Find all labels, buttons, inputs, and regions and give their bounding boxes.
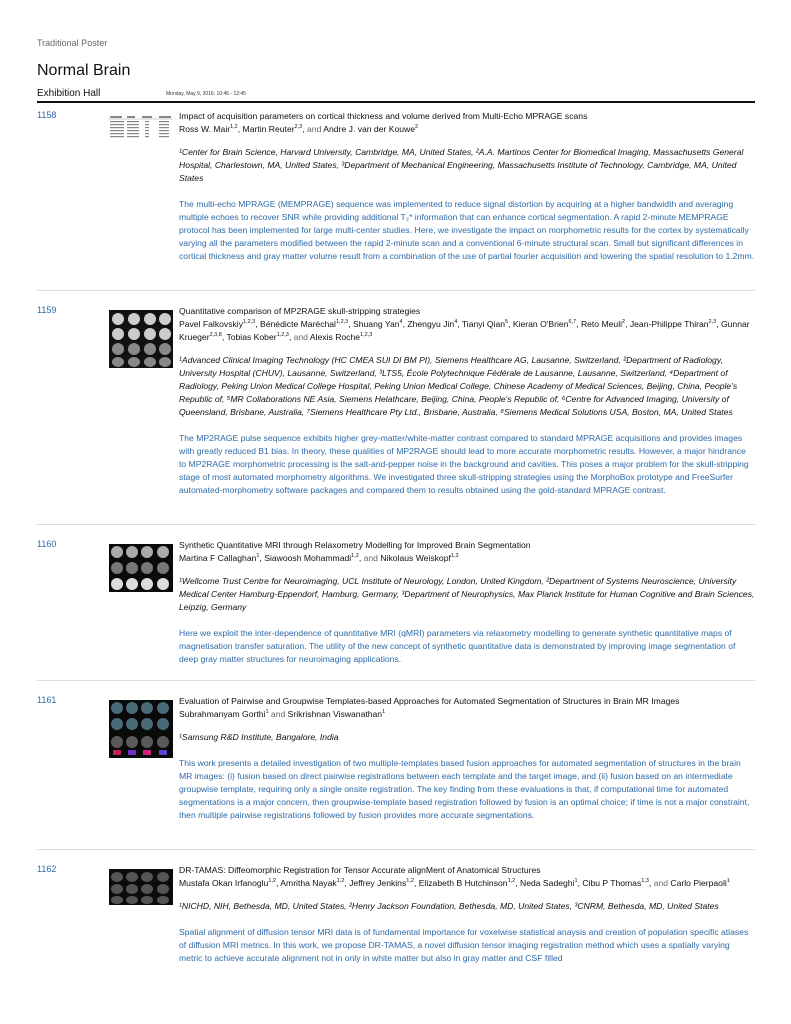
entry-number-link[interactable]: 1161 (37, 695, 57, 705)
abstract-title[interactable]: Synthetic Quantitative MRI through Relaxometry Modelling for Improved Brain Segmentation (179, 540, 531, 550)
abstract-title[interactable]: Evaluation of Pairwise and Groupwise Templates-based Approaches for Automated Segmentation of Structures in Brain MR Images (179, 696, 680, 706)
entry-1162 (37, 864, 755, 1024)
abstract-text: Here we exploit the inter-dependence of quantitative MRI (qMRI) parameters via relaxometry modelling to generate synthetic quantitative maps of magnetisation transfer saturation. The utility of the new concept of synthetic quantitative data is demonstrated by improving image segmentation of deep gray matter structures for neuroimaging applications. (179, 628, 736, 664)
abstract-text: This work presents a detailed investigation of two multiple-templates based fusion approaches for automated segmentation of structures in the brain MR images: (i) fusion based on direct pairwise registrations between each template and the target image, and (ii) fusion based on an intermediate groupwise template, requiring only a single onsite registration. The key finding from these evaluations is that, if computational time for automated segmentations is a major concern, then groupwise-template based registration followed by fusion is an optimal choice; if time is not a major constraint, then multiple pairwise registrations followed by fusion provides more accurate segmentations. (179, 758, 750, 820)
affiliations: ¹Center for Brain Science, Harvard University, Cambridge, MA, United States, ²A.A. Martinos Center for Biomedical Imaging, Massachusetts General Hospital, Charlestown, MA, United States, ³Department of Mechanical Engineering, Massachusetts Institute of Technology, Cambridge, MA, United States (179, 147, 744, 183)
entry-divider (37, 524, 755, 525)
author: Jeffrey Jenkins$^{1,2}$ (349, 878, 414, 888)
abstract-thumbnail-table[interactable] (109, 115, 173, 148)
entry-1159 (37, 305, 755, 520)
abstract-title[interactable]: Quantitative comparison of MP2RAGE skull-stripping strategies (179, 306, 421, 316)
entry-number-link[interactable]: 1160 (37, 539, 57, 549)
affiliations: ¹NICHD, NIH, Bethesda, MD, United States, ²Henry Jackson Foundation, Bethesda, MD, United States, ³CNRM, Bethesda, MD, United States (179, 901, 719, 911)
author: Andre J. van der Kouwe$^2$ (323, 124, 419, 134)
abstract-thumbnail-brain[interactable] (109, 700, 173, 763)
abstract-thumbnail-brain[interactable] (109, 544, 173, 597)
abstract-thumbnail-brain[interactable] (109, 310, 173, 373)
author: Martin Reuter$^{2,3}$ (242, 124, 303, 134)
author: Kieran O'Brien$^{6,7}$ (512, 319, 577, 329)
author: Nikolaus Weiskopf$^{1,3}$ (380, 553, 459, 563)
author: Tobias Kober$^{1,2,3}$ (226, 332, 289, 342)
author: Subrahmanyam Gorthi$^1$ (179, 709, 269, 719)
session-title: Normal Brain (37, 62, 131, 79)
affiliations: ¹Samsung R&D Institute, Bangalore, India (179, 732, 339, 742)
entry-number-link[interactable]: 1158 (37, 110, 57, 120)
author-list: Mustafa Okan Irfanoglu$^{1,2}$, Amritha Nayak$^{1,2}$, Jeffrey Jenkins$^{1,2}$, Elizabeth B Hutchinson$^{1,2}$, Neda Sadeghi$^1$, Cibu P Thomas$^{1,3}$, and Carlo Pierpaoli$^1$ (179, 878, 730, 888)
author: Alexis Roche$^{1,2,3}$ (309, 332, 373, 342)
author: Siawoosh Mohammadi$^{1,2}$ (264, 553, 359, 563)
abstract-title[interactable]: Impact of acquisition parameters on cortical thickness and volume derived from Multi-Echo MPRAGE scans (179, 111, 588, 121)
entry-divider (37, 680, 755, 681)
author: Ross W. Mair$^{1,2}$ (179, 124, 238, 134)
author: Shuang Yan$^4$ (353, 319, 403, 329)
author: Srikrishnan Viswanathan$^1$ (287, 709, 386, 719)
author: Martina F Callaghan$^1$ (179, 553, 260, 563)
abstract-title[interactable]: DR-TAMAS: Diffeomorphic Registration for Tensor Accurate alignMent of Anatomical Structures (179, 865, 541, 875)
author-list: Subrahmanyam Gorthi$^1$ and Srikrishnan Viswanathan$^1$ (179, 709, 386, 719)
author: Reto Meuli$^2$ (580, 319, 626, 329)
author: Pavel Falkovskiy$^{1,2,3}$ (179, 319, 256, 329)
author: Elizabeth B Hutchinson$^{1,2}$ (418, 878, 516, 888)
entry-1160 (37, 539, 755, 679)
author: Amritha Nayak$^{1,2}$ (280, 878, 345, 888)
author-list: Ross W. Mair$^{1,2}$, Martin Reuter$^{2,3}$, and Andre J. van der Kouwe$^2$ (179, 124, 419, 134)
author-list: Pavel Falkovskiy$^{1,2,3}$, Bénédicte Maréchal$^{1,2,3}$, Shuang Yan$^4$, Zhengyu Jin$^4$, Tianyi Qian$^5$, Kieran O'Brien$^{6,7}$, Reto Meuli$^2$, Jean-Philippe Thiran$^{2,3}$, Gunnar Krueger$^{2,3,8}$, Tobias Kober$^{1,2,3}$, and Alexis Roche$^{1,2,3}$ (179, 319, 750, 342)
entry-number-link[interactable]: 1162 (37, 864, 57, 874)
author: Gunnar Krueger$^{2,3,8}$ (179, 319, 750, 342)
author: Carlo Pierpaoli$^1$ (670, 878, 730, 888)
abstract-text: Spatial alignment of diffusion tensor MRI data is of fundamental importance for voxelwise statistical anaysis and creation of population specific atlases of diffusion MRI metrics. In this work, we propose DR-TAMAS, a novel diffusion tensor imaging registration method which uses a spatially varying metric to achieve accurate alignment not in only in white matter but also in gray matter and CSF filled (179, 927, 749, 963)
entry-1158 (37, 110, 755, 285)
abstract-text: The MP2RAGE pulse sequence exhibits higher grey-matter/white-matter contrast compared to standard MPRAGE acquisitions and provides images with greatly reduced B1 bias. In theory, these qualities of MP2RAGE should lead to more accurate morphometric results. However, a major hindrance to MP2RAGE morphometric processing is the salt-and-pepper noise in the background and cavities. This poses a major problem for the skull-stripping stage of most automated morphometry algorithms. We investigated three skull-stripping strategies using the MorphoBox prototype and FreeSurfer automated-morphometry software packages and compared them to results obtained using the gold-standard MPRAGE contrast. (179, 433, 749, 495)
author: Bénédicte Maréchal$^{1,2,3}$ (260, 319, 349, 329)
session-datetime: Monday, May 9, 2016: 10:45 - 12:45 (166, 91, 246, 97)
author-list: Martina F Callaghan$^1$, Siawoosh Mohammadi$^{1,2}$, and Nikolaus Weiskopf$^{1,3}$ (179, 553, 459, 563)
abstract-text: The multi-echo MPRAGE (MEMPRAGE) sequence was implemented to reduce signal distortion by acquiring at a higher bandwidth and averaging multiple echoes to recover SNR while providing additional T₂* information that can enhance cortical segmentation. A rapid 2-minute MEMPRAGE protocol has been implemented for large multi-center studies. Here, we investigate the impact on morphometric results for the cortex by systematically varying all the parameters modified between the rapid 2-minute scan and a conventional 6-minute structural scan. Small but significant differences in cortical thickness and gray matter volume result from a combination of the use of partial fourier acquisition and lowering the spatial resolution to 1.2mm. (179, 199, 755, 261)
author: Zhengyu Jin$^4$ (407, 319, 458, 329)
top-label: Traditional Poster (37, 38, 108, 48)
author: Neda Sadeghi$^1$ (520, 878, 578, 888)
affiliations: ¹Advanced Clinical Imaging Technology (HC CMEA SUI DI BM PI), Siemens Healthcare AG, Lausanne, Switzerland, ²Department of Radiology, University Hospital (CHUV), Lausanne, Switzerland, ³LTS5, École Polytechnique Fédérale de Lausanne, Lausanne, Switzerland, ⁴Department of Radiology, Peking Union Medical College Hospital, Peking Union Medical College, Chinese Academy of Medical Sciences, Beijing, China, People's Republic of, ⁵MR Collaborations NE Asia, Siemens Helathcare, Beijing, China, People's Republic of, ⁶Centre for Advanced Imaging, University of Queensland, Brisbane, Australia, ⁷Siemens Healthcare Pty Ltd., Brisbane, Australia, ⁸Siemens Medical Solutions USA, Boston, MA, United States (179, 355, 738, 417)
entry-1161 (37, 695, 755, 845)
entry-divider (37, 849, 755, 850)
author: Tianyi Qian$^5$ (461, 319, 509, 329)
header-rule (37, 101, 755, 103)
author: Cibu P Thomas$^{1,3}$ (582, 878, 649, 888)
author: Jean-Philippe Thiran$^{2,3}$ (629, 319, 717, 329)
entry-divider (37, 290, 755, 291)
affiliations: ¹Wellcome Trust Centre for Neuroimaging, UCL Institute of Neurology, London, United Kingdom, ²Department of Systems Neuroscience, University Medical Center Hamburg-Eppendorf, Hamburg, Germany, ³Department of Neurophysics, Max Planck Institute for Human Cognitive and Brain Sciences, Leipzig, Germany (179, 576, 755, 612)
entry-number-link[interactable]: 1159 (37, 305, 57, 315)
venue: Exhibition Hall (37, 88, 101, 99)
author: Mustafa Okan Irfanoglu$^{1,2}$ (179, 878, 276, 888)
abstract-thumbnail-brain[interactable] (109, 869, 173, 910)
